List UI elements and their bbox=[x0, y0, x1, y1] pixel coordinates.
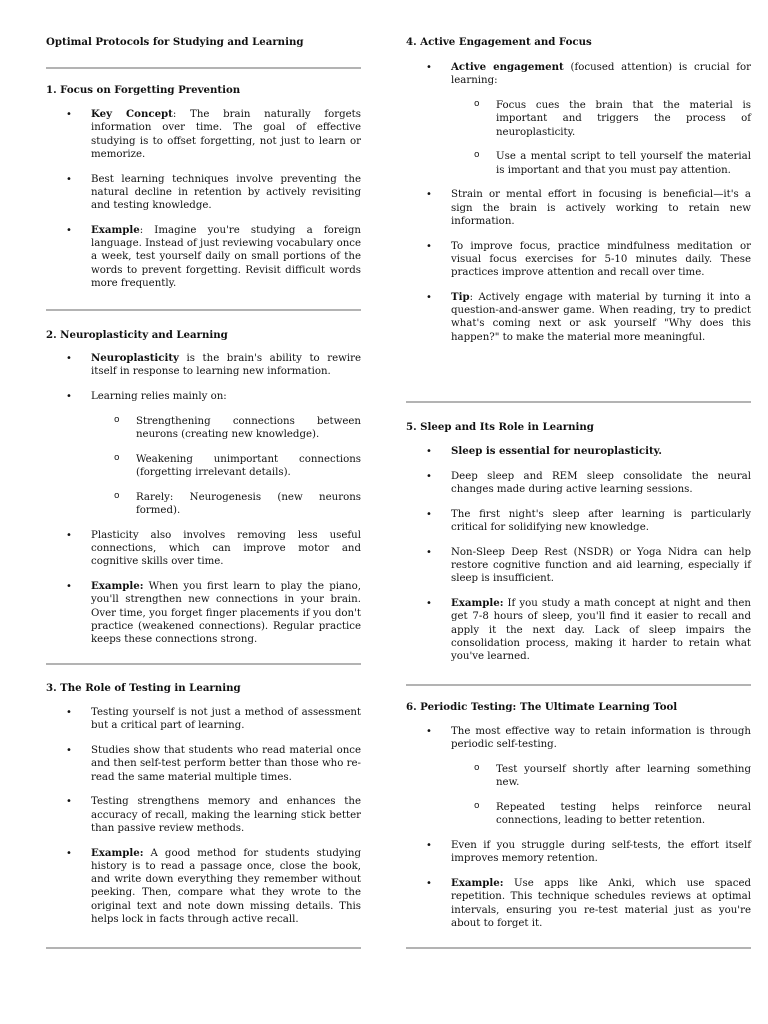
list-item: • Active engagement (focused attention) is crucial for learning: bbox=[406, 61, 751, 88]
divider bbox=[406, 401, 751, 403]
sub-list-item: o Test yourself shortly after learning something new. bbox=[406, 763, 751, 790]
list-item: • Example: Imagine you're studying a foreign language. Instead of just reviewing vocabulary once a week, test yourself daily on small portions of the words to prevent forgetting. Revisit difficult words more frequently. bbox=[46, 224, 361, 290]
list-item: • Deep sleep and REM sleep consolidate the neural changes made during active learning sessions. bbox=[406, 470, 751, 497]
divider bbox=[406, 947, 751, 949]
section-3-title: 3. The Role of Testing in Learning bbox=[46, 682, 241, 694]
list-item: • Example: A good method for students studying history is to read a passage once, close the book, and write down everything they remember without peeking. Then, compare what they wrote to the original text and note down missing details. This helps lock in facts through active recall. bbox=[46, 847, 361, 927]
divider bbox=[46, 947, 361, 949]
sub-list-item: o Strengthening connections between neurons (creating new knowledge). bbox=[46, 415, 361, 442]
list-item: • Tip: Actively engage with material by turning it into a question-and-answer game. When reading, try to predict what's coming next or ask yourself "Why does this happen?" to make the material more meaningful. bbox=[406, 291, 751, 344]
sub-list-item: o Use a mental script to tell yourself the material is important and that you must pay attention. bbox=[406, 150, 751, 177]
list-item: • Testing yourself is not just a method of assessment but a critical part of learning. bbox=[46, 706, 361, 733]
sub-list-item: o Focus cues the brain that the material is important and triggers the process of neuroplasticity. bbox=[406, 99, 751, 139]
sub-list-item: o Weakening unimportant connections (forgetting irrelevant details). bbox=[46, 453, 361, 480]
section-4-list bbox=[406, 61, 751, 355]
list-item: • Neuroplasticity is the brain's ability to rewire itself in response to learning new information. bbox=[46, 352, 361, 379]
divider bbox=[406, 684, 751, 686]
list-item: • Strain or mental effort in focusing is beneficial—it's a sign the brain is actively working to retain new information. bbox=[406, 188, 751, 228]
list-item: • Testing strengthens memory and enhances the accuracy of recall, making the learning stick better than passive review methods. bbox=[46, 795, 361, 835]
divider bbox=[46, 663, 361, 665]
document-title: Optimal Protocols for Studying and Learning bbox=[46, 36, 304, 48]
list-item: • Studies show that students who read material once and then self-test perform better than those who re-read the same material multiple times. bbox=[46, 744, 361, 784]
section-5-list bbox=[406, 445, 751, 675]
section-4-title: 4. Active Engagement and Focus bbox=[406, 36, 592, 48]
section-6-list bbox=[406, 725, 751, 942]
divider bbox=[46, 67, 361, 69]
list-item: • Example: If you study a math concept at night and then get 7-8 hours of sleep, you'll find it easier to recall and apply it the next day. Lack of sleep impairs the consolidation process, making it harder to retain what you've learned. bbox=[406, 597, 751, 663]
section-2-list bbox=[46, 352, 361, 658]
list-item: • Key Concept: The brain naturally forgets information over time. The goal of effective studying is to offset forgetting, not just to learn or memorize. bbox=[46, 108, 361, 161]
list-item: • Sleep is essential for neuroplasticity. bbox=[406, 445, 751, 458]
section-2-title: 2. Neuroplasticity and Learning bbox=[46, 329, 228, 341]
list-item: • The most effective way to retain information is through periodic self-testing. bbox=[406, 725, 751, 752]
list-item: • Even if you struggle during self-tests, the effort itself improves memory retention. bbox=[406, 839, 751, 866]
sub-list-item: o Rarely: Neurogenesis (new neurons formed). bbox=[46, 491, 361, 518]
list-item: • Non-Sleep Deep Rest (NSDR) or Yoga Nidra can help restore cognitive function and aid learning, especially if sleep is insufficient. bbox=[406, 546, 751, 586]
list-item: • Example: When you first learn to play the piano, you'll strengthen new connections in your brain. Over time, you forget finger placements if you don't practice (weakened connections). Regular practice keeps these connections strong. bbox=[46, 580, 361, 646]
list-item: • To improve focus, practice mindfulness meditation or visual focus exercises for 5-10 minutes daily. These practices improve attention and recall over time. bbox=[406, 240, 751, 280]
section-5-title: 5. Sleep and Its Role in Learning bbox=[406, 421, 594, 433]
list-item: • Learning relies mainly on: bbox=[46, 390, 361, 403]
sub-list-item: o Repeated testing helps reinforce neural connections, leading to better retention. bbox=[406, 801, 751, 828]
section-1-list bbox=[46, 108, 361, 302]
section-1-title: 1. Focus on Forgetting Prevention bbox=[46, 84, 241, 96]
list-item: • Example: Use apps like Anki, which use spaced repetition. This technique schedules reviews at optimal intervals, ensuring you re-test material just as you're about to forget it. bbox=[406, 877, 751, 930]
divider bbox=[46, 309, 361, 311]
section-3-list bbox=[46, 706, 361, 938]
section-6-title: 6. Periodic Testing: The Ultimate Learning Tool bbox=[406, 701, 678, 713]
list-item: • Plasticity also involves removing less useful connections, which can improve motor and cognitive skills over time. bbox=[46, 529, 361, 569]
list-item: • Best learning techniques involve preventing the natural decline in retention by actively revisiting and testing knowledge. bbox=[46, 173, 361, 213]
list-item: • The first night's sleep after learning is particularly critical for solidifying new knowledge. bbox=[406, 508, 751, 535]
